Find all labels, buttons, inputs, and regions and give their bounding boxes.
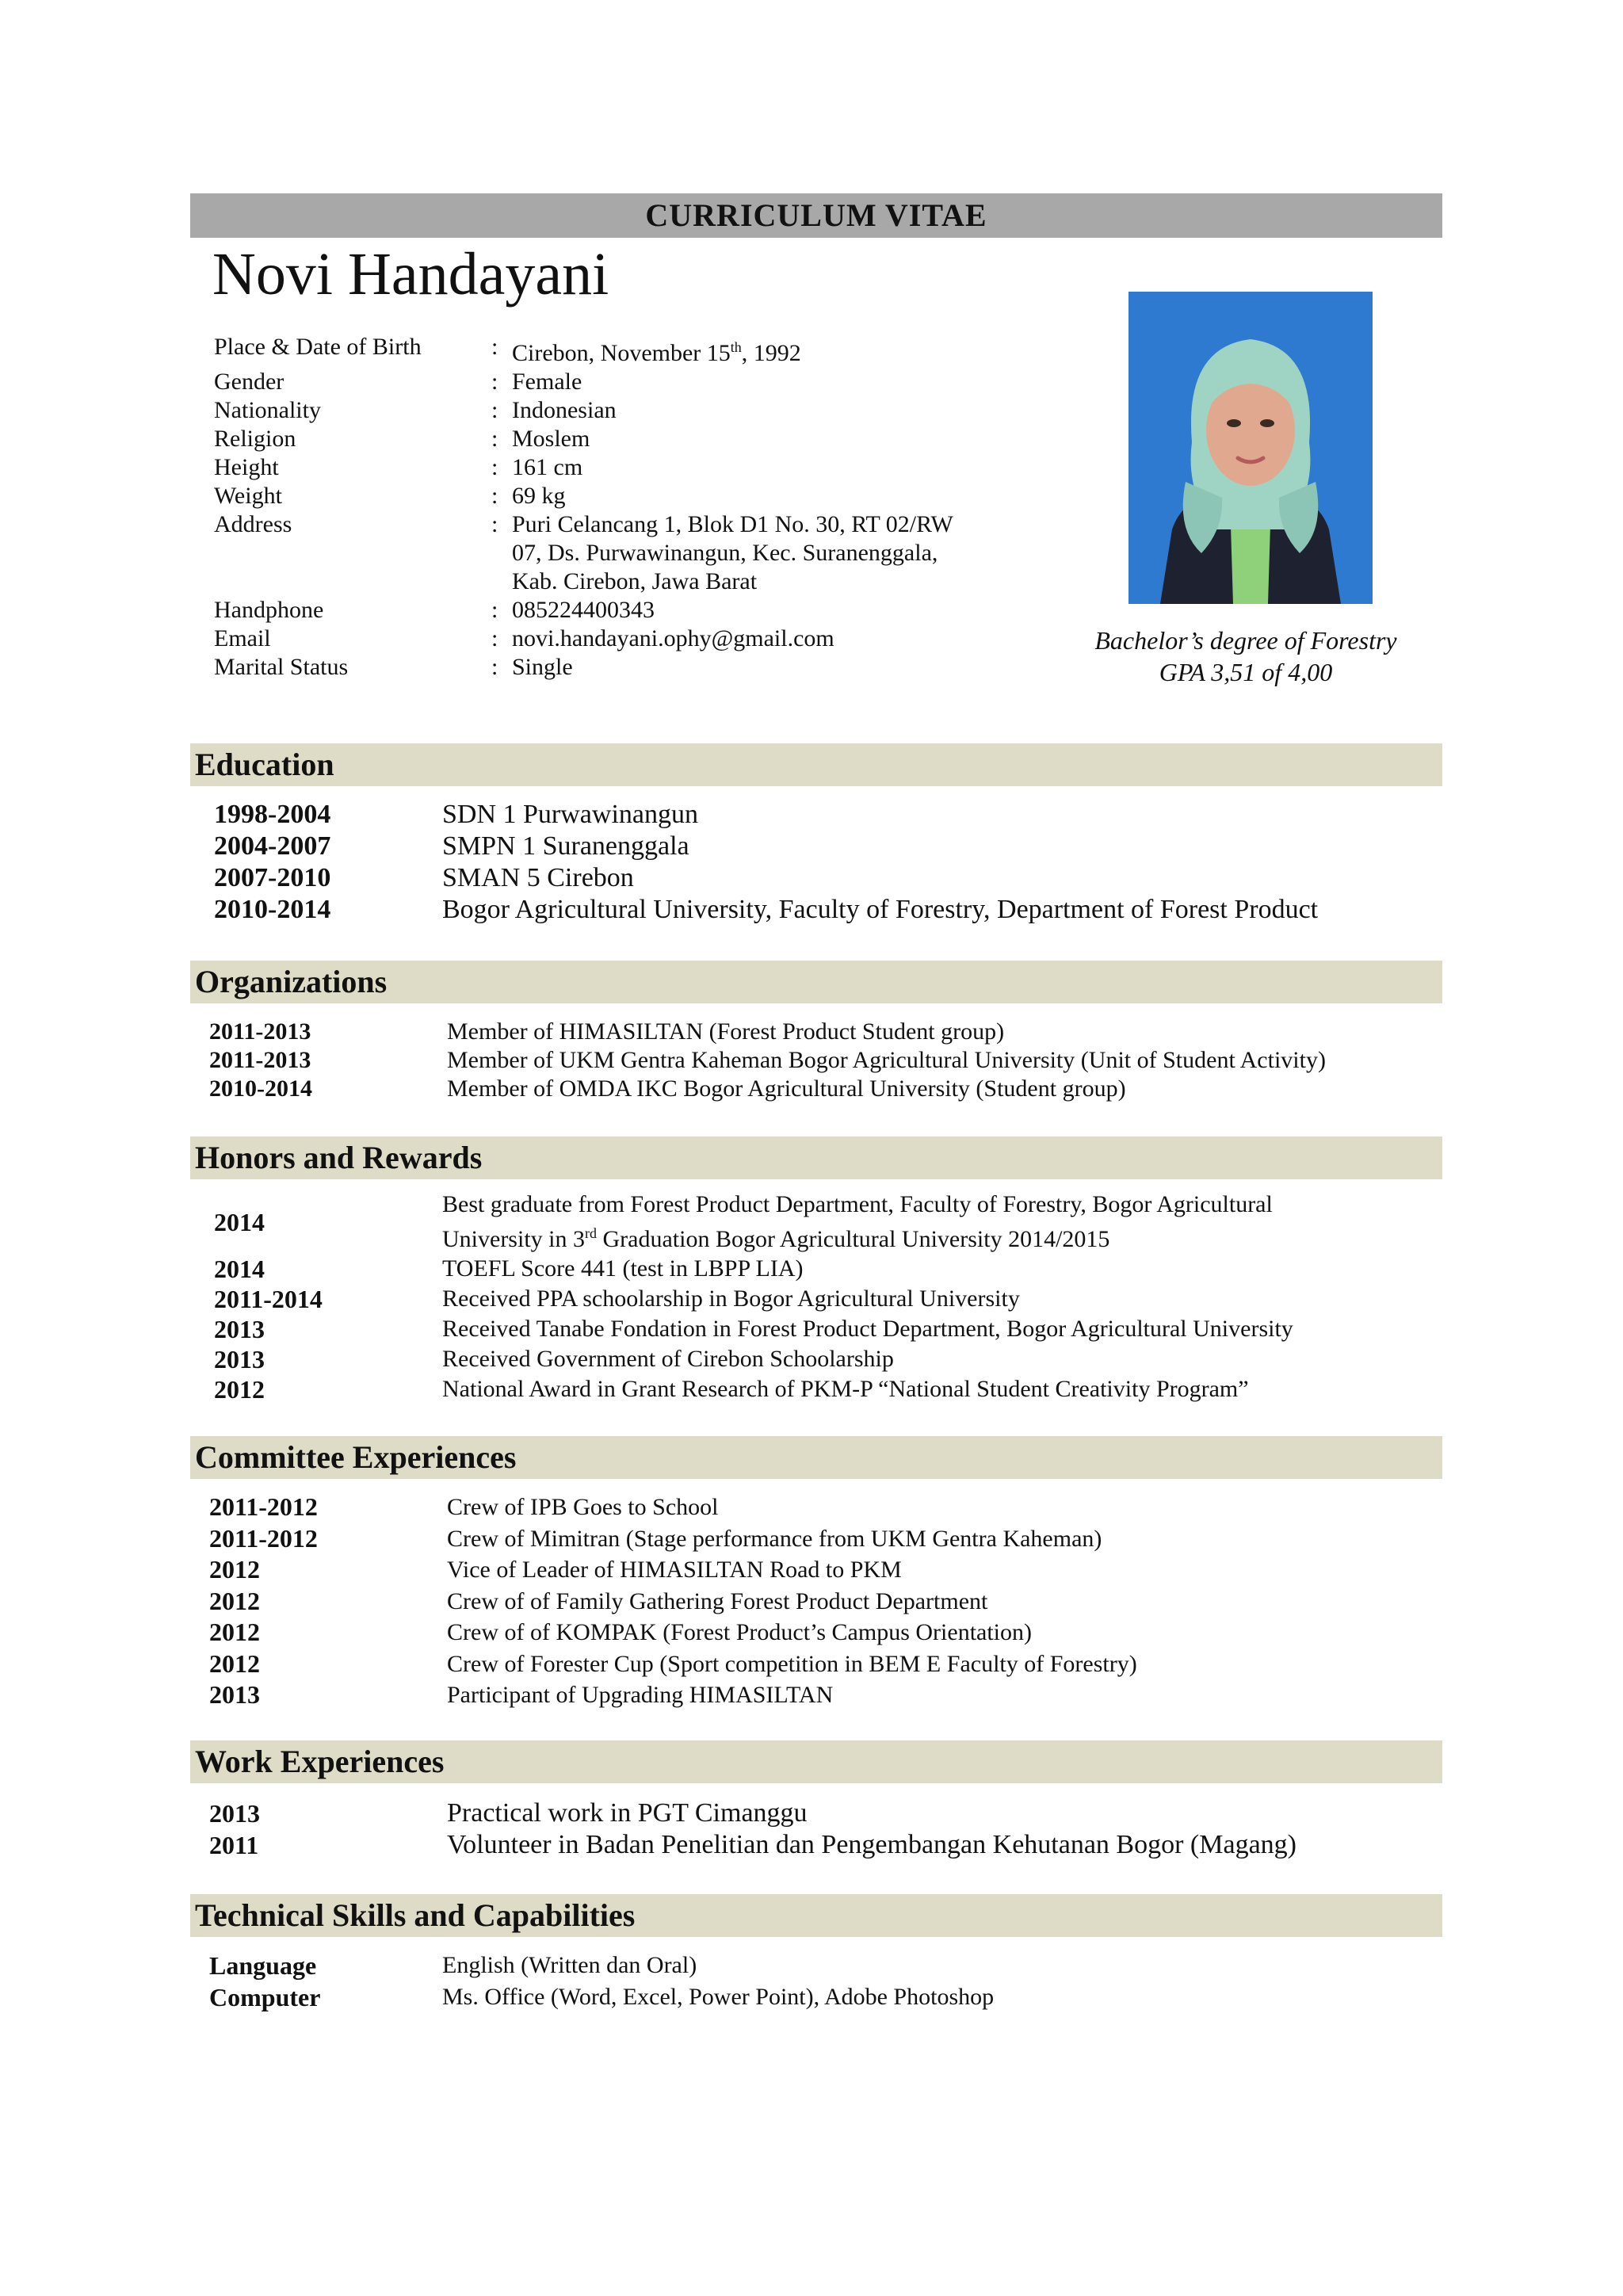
row-text: Bogor Agricultural University, Faculty of Forestry, Department of Forest Product: [442, 895, 1319, 924]
bio-value: Female: [512, 369, 582, 395]
row-text: Vice of Leader of HIMASILTAN Road to PKM: [447, 1557, 902, 1583]
row-text: TOEFL Score 441 (test in LBPP LIA): [442, 1255, 804, 1282]
bio-colon: :: [491, 426, 498, 452]
skill-row: [209, 1950, 994, 1981]
committee-row: [209, 1679, 1137, 1711]
bio-value: 161 cm: [512, 454, 583, 480]
row-year: 2011-2014: [214, 1285, 323, 1313]
row-text: Crew of Mimitran (Stage performance from UKM Gentra Kaheman): [447, 1525, 1102, 1552]
bio-row-birth: [214, 333, 1006, 368]
row-year: 2013: [209, 1680, 260, 1709]
bio-row-handphone: [214, 596, 1006, 625]
bio-label: Handphone: [214, 597, 324, 623]
row-category: Language: [209, 1951, 317, 1980]
row-text: Best graduate from Forest Product Department, Faculty of Forestry, Bogor Agricultural University in 3rd Graduation Bogor Agricultural University 2014/2015: [442, 1191, 1273, 1252]
bio-value: 69 kg: [512, 483, 566, 509]
bio-colon: :: [491, 397, 498, 423]
honor-row: [214, 1284, 1293, 1314]
committee-row: [209, 1523, 1137, 1555]
row-year: 2012: [214, 1375, 265, 1404]
row-year: 2011-2013: [209, 1047, 311, 1073]
committee-row: [209, 1554, 1137, 1586]
bio-label: Religion: [214, 426, 296, 452]
row-text: Crew of Forester Cup (Sport competition in BEM E Faculty of Forestry): [447, 1650, 1137, 1677]
cv-title-banner: CURRICULUM VITAE: [190, 193, 1442, 238]
honor-row: [214, 1190, 1293, 1254]
row-text: SDN 1 Purwawinangun: [442, 800, 698, 829]
portrait-photo: [1128, 292, 1373, 604]
bio-colon: :: [491, 511, 498, 537]
bio-label: Gender: [214, 369, 285, 395]
section-skills-heading: Technical Skills and Capabilities: [190, 1894, 1442, 1937]
bio-row-religion: [214, 425, 1006, 453]
bio-label: Height: [214, 454, 279, 480]
bio-value: Cirebon, November 15th, 1992: [512, 339, 801, 366]
section-organizations-heading: Organizations: [190, 961, 1442, 1003]
committee-row: [209, 1648, 1137, 1680]
row-text: Member of UKM Gentra Kaheman Bogor Agricultural University (Unit of Student Activity): [447, 1047, 1326, 1073]
committee-row: [209, 1586, 1137, 1618]
bio-row-weight: [214, 482, 1006, 510]
row-text: Practical work in PGT Cimanggu: [447, 1798, 808, 1828]
row-year: 2013: [214, 1315, 265, 1343]
row-year: 2012: [209, 1618, 260, 1646]
section-honors-heading: Honors and Rewards: [190, 1137, 1442, 1179]
row-text: Participant of Upgrading HIMASILTAN: [447, 1682, 834, 1708]
row-year: 2010-2014: [209, 1075, 312, 1102]
bio-row-height: [214, 453, 1006, 482]
bio-colon: :: [491, 454, 498, 480]
row-text: Received Government of Cirebon Schoolarship: [442, 1346, 894, 1372]
personal-details: [214, 333, 1006, 682]
bio-row-address: [214, 510, 1006, 596]
bio-label: Email: [214, 625, 271, 651]
bio-colon: :: [491, 625, 498, 651]
bio-colon: :: [491, 654, 498, 680]
bio-value: novi.handayani.ophy@gmail.com: [512, 625, 834, 651]
row-year: 2012: [209, 1586, 260, 1615]
row-category: Computer: [209, 1983, 321, 2011]
organization-row: [209, 1075, 1326, 1103]
honor-row: [214, 1344, 1293, 1374]
row-text: Ms. Office (Word, Excel, Power Point), Adobe Photoshop: [442, 1984, 995, 2010]
committee-row: [209, 1617, 1137, 1648]
bio-row-gender: [214, 368, 1006, 396]
row-text: Crew of of KOMPAK (Forest Product’s Campus Orientation): [447, 1619, 1033, 1645]
row-text: Received Tanabe Fondation in Forest Product Department, Bogor Agricultural University: [442, 1316, 1293, 1342]
degree-caption: [1030, 625, 1461, 688]
work-list: [209, 1797, 1296, 1861]
section-work-heading: Work Experiences: [190, 1740, 1442, 1783]
row-text: SMPN 1 Suranenggala: [442, 831, 689, 861]
degree-title: Bachelor’s degree of Forestry: [1094, 626, 1397, 655]
row-year: 2004-2007: [214, 831, 331, 861]
row-text: Member of OMDA IKC Bogor Agricultural University (Student group): [447, 1075, 1126, 1102]
skill-row: [209, 1981, 994, 2013]
bio-colon: :: [491, 597, 498, 623]
row-year: 1998-2004: [214, 800, 331, 829]
row-year: 2013: [209, 1799, 260, 1828]
row-year: 2010-2014: [214, 895, 331, 924]
portrait-illustration: [1128, 292, 1373, 604]
education-row: [214, 831, 1318, 862]
row-year: 2011-2013: [209, 1018, 311, 1045]
row-text: SMAN 5 Cirebon: [442, 863, 634, 892]
bio-value: Single: [512, 654, 573, 680]
organization-row: [209, 1018, 1326, 1046]
row-text: Volunteer in Badan Penelitian dan Pengembangan Kehutanan Bogor (Magang): [447, 1830, 1296, 1859]
row-text: Member of HIMASILTAN (Forest Product Student group): [447, 1018, 1005, 1045]
honor-row: [214, 1254, 1293, 1284]
bio-label: Weight: [214, 483, 282, 509]
bio-label: Place & Date of Birth: [214, 334, 422, 360]
bio-colon: :: [491, 483, 498, 509]
skills-list: [209, 1950, 994, 2013]
bio-row-nationality: [214, 396, 1006, 425]
honor-row: [214, 1314, 1293, 1344]
row-year: 2011: [209, 1831, 259, 1859]
bio-value: Moslem: [512, 426, 590, 452]
education-row: [214, 862, 1318, 894]
organizations-list: [209, 1018, 1326, 1103]
bio-label: Address: [214, 511, 292, 537]
row-text: Crew of IPB Goes to School: [447, 1494, 719, 1520]
bio-colon: :: [491, 369, 498, 395]
bio-label: Nationality: [214, 397, 321, 423]
row-text: National Award in Grant Research of PKM-P “National Student Creativity Program”: [442, 1376, 1249, 1402]
row-year: 2011-2012: [209, 1492, 318, 1521]
row-year: 2012: [209, 1555, 260, 1584]
row-year: 2014: [214, 1208, 265, 1236]
candidate-name: Novi Handayani: [212, 241, 609, 308]
row-year: 2013: [214, 1345, 265, 1373]
education-list: [214, 799, 1318, 926]
row-text: English (Written dan Oral): [442, 1952, 697, 1978]
row-year: 2007-2010: [214, 863, 331, 892]
honors-list: [214, 1190, 1293, 1404]
bio-value: Indonesian: [512, 397, 617, 423]
degree-gpa: GPA 3,51 of 4,00: [1159, 658, 1333, 686]
bio-colon: :: [491, 334, 498, 360]
row-text: Received PPA schoolarship in Bogor Agricultural University: [442, 1286, 1020, 1312]
row-year: 2011-2012: [209, 1523, 318, 1553]
row-year: 2014: [214, 1255, 265, 1283]
row-year: 2012: [209, 1648, 260, 1678]
organization-row: [209, 1046, 1326, 1075]
row-text: Crew of of Family Gathering Forest Product Department: [447, 1587, 988, 1614]
committee-list: [209, 1492, 1137, 1711]
bio-label: Marital Status: [214, 654, 349, 680]
committee-row: [209, 1492, 1137, 1523]
work-row: [209, 1829, 1296, 1861]
education-row: [214, 894, 1318, 926]
bio-row-marital-status: [214, 653, 1006, 682]
section-education-heading: Education: [190, 743, 1442, 786]
bio-row-email: [214, 625, 1006, 653]
education-row: [214, 799, 1318, 831]
work-row: [209, 1797, 1296, 1829]
honor-row: [214, 1374, 1293, 1404]
bio-value: 085224400343: [512, 597, 655, 623]
bio-value: Puri Celancang 1, Blok D1 No. 30, RT 02/RW 07, Ds. Purwawinangun, Kec. Suranenggala, Kab. Cirebon, Jawa Barat: [512, 511, 953, 594]
section-committee-heading: Committee Experiences: [190, 1436, 1442, 1479]
